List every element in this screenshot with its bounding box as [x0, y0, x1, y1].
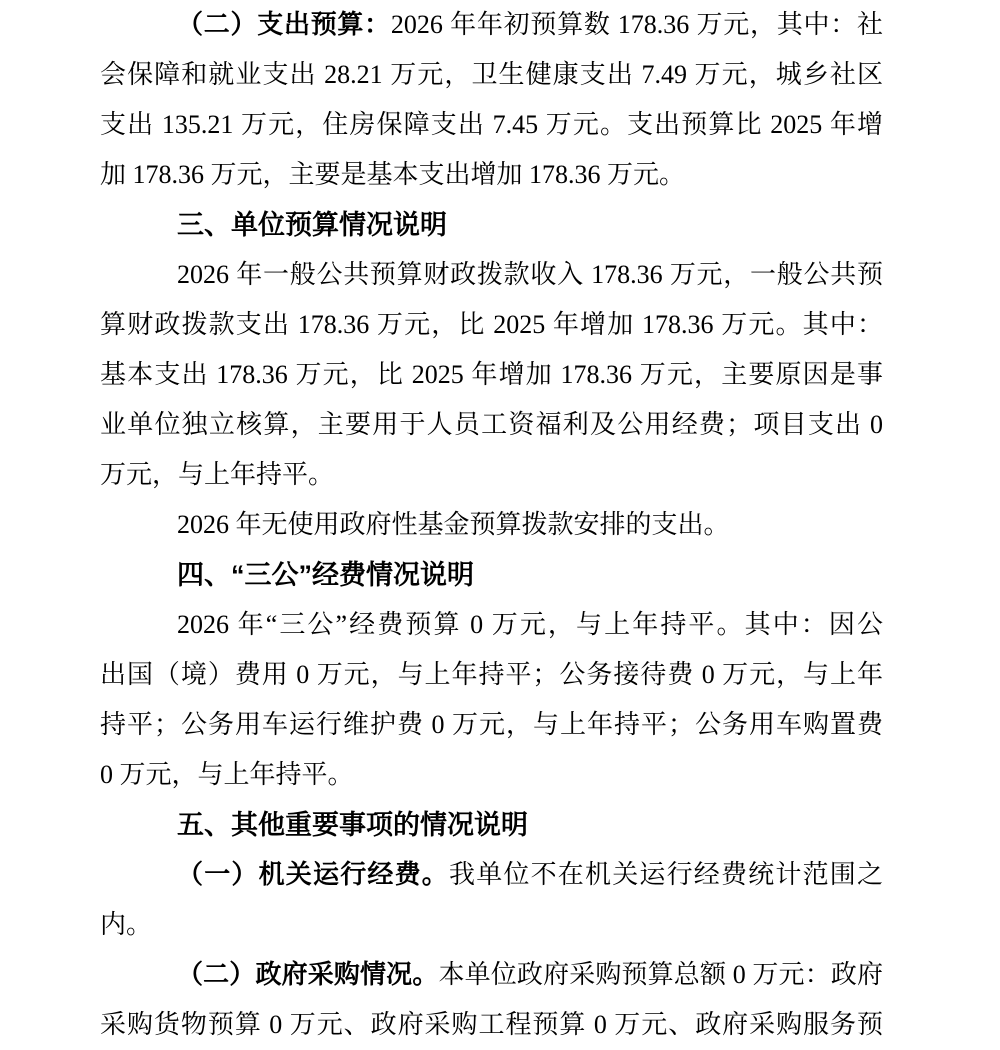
text-line	[100, 750, 883, 800]
text-run: 会保障和就业支出 28.21 万元，卫生健康支出 7.49 万元，城乡社区	[100, 60, 883, 89]
text-line	[100, 250, 883, 300]
bold-run: （一）机关运行经费。	[177, 860, 449, 889]
text-run: 本单位政府采购预算总额 0 万元：政府	[438, 960, 883, 989]
bold-run: （二）支出预算：	[177, 10, 391, 39]
text-line	[100, 150, 883, 200]
text-line	[100, 950, 883, 1000]
section-heading	[100, 200, 883, 250]
text-line	[100, 100, 883, 150]
text-run: 业单位独立核算，主要用于人员工资福利及公用经费；项目支出 0	[100, 410, 883, 439]
text-run: 万元，与上年持平。	[100, 460, 335, 489]
text-line	[100, 350, 883, 400]
text-run: 2026 年年初预算数 178.36 万元，其中：社	[390, 10, 883, 39]
text-line	[100, 500, 883, 550]
bold-run: （二）政府采购情况。	[177, 960, 439, 989]
bold-run: 五、其他重要事项的情况说明	[177, 810, 528, 840]
text-run: 2026 年一般公共预算财政拨款收入 178.36 万元，一般公共预	[177, 260, 883, 289]
text-run: 0 万元，与上年持平。	[100, 760, 354, 789]
section-heading	[100, 550, 883, 600]
text-line	[100, 600, 883, 650]
text-run: 采购货物预算 0 万元、政府采购工程预算 0 万元、政府采购服务预	[100, 1010, 883, 1039]
text-run: 我单位不在机关运行经费统计范围之	[449, 860, 883, 889]
text-run: 出国（境）费用 0 万元，与上年持平；公务接待费 0 万元，与上年	[100, 660, 883, 689]
text-line	[100, 0, 883, 50]
text-run: 基本支出 178.36 万元，比 2025 年增加 178.36 万元，主要原因是事	[100, 360, 883, 389]
text-run: 支出 135.21 万元，住房保障支出 7.45 万元。支出预算比 2025 年增	[100, 110, 883, 139]
bold-run: 四、“三公”经费情况说明	[177, 560, 474, 590]
text-line	[100, 50, 883, 100]
text-line	[100, 700, 883, 750]
text-line	[100, 450, 883, 500]
text-line	[100, 850, 883, 900]
text-line	[100, 900, 883, 950]
text-run: 内。	[100, 910, 153, 939]
text-run: 加 178.36 万元，主要是基本支出增加 178.36 万元。	[100, 160, 686, 189]
text-run: 2026 年“三公”经费预算 0 万元，与上年持平。其中：因公	[177, 610, 883, 639]
text-run: 2026 年无使用政府性基金预算拨款安排的支出。	[177, 510, 730, 539]
bold-run: 三、单位预算情况说明	[177, 210, 447, 240]
text-line	[100, 300, 883, 350]
text-run: 持平；公务用车运行维护费 0 万元，与上年持平；公务用车购置费	[100, 710, 883, 739]
text-line	[100, 400, 883, 450]
section-heading	[100, 800, 883, 850]
text-run: 算财政拨款支出 178.36 万元，比 2025 年增加 178.36 万元。其中：	[100, 310, 883, 339]
text-line	[100, 650, 883, 700]
